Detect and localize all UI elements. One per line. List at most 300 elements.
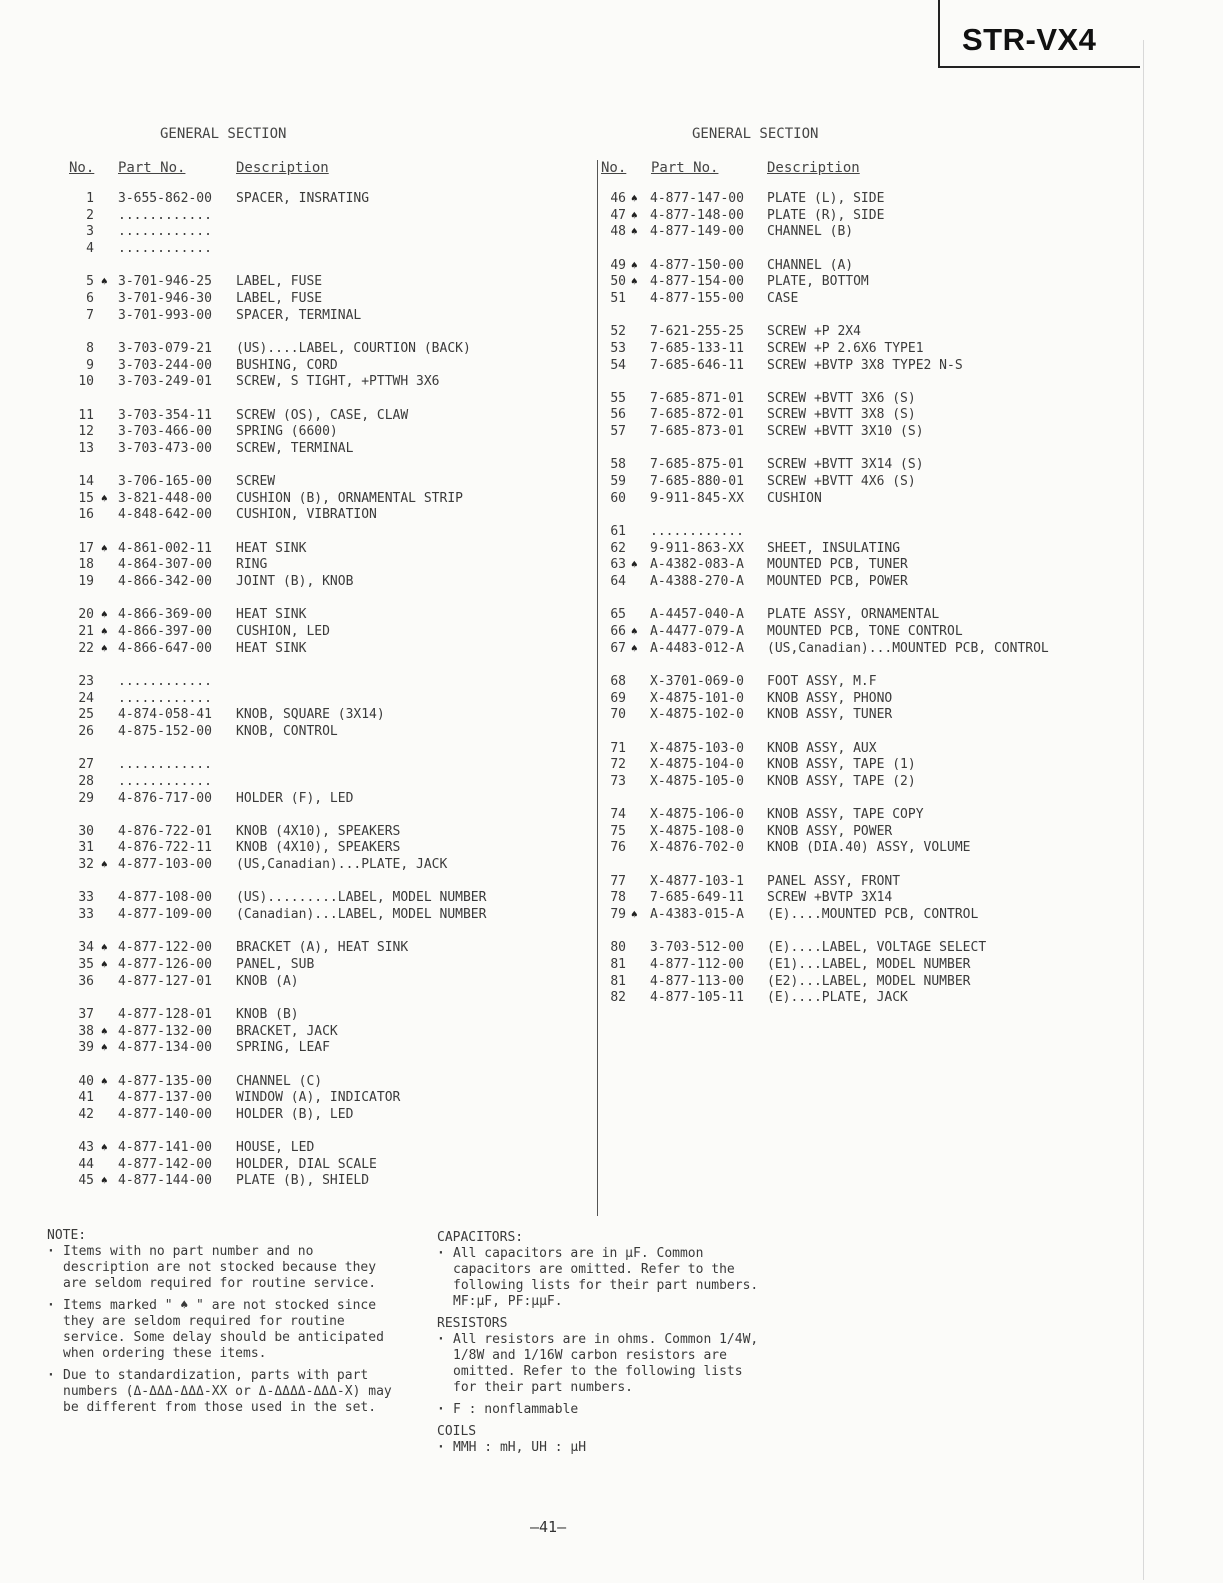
part-number: 4-877-103-00	[118, 857, 212, 873]
ref-number: 65	[610, 607, 626, 623]
part-number: 4-877-105-11	[650, 990, 744, 1006]
ref-number: 75	[610, 823, 626, 839]
parts-row	[600, 424, 1140, 441]
parts-row	[56, 374, 596, 391]
parts-row	[56, 1007, 596, 1024]
not-stocked-mark: ♠	[631, 624, 638, 638]
description: CHANNEL (B)	[767, 224, 854, 240]
ref-number: 15	[78, 490, 94, 506]
parts-group	[56, 824, 596, 874]
description: SCREW +P 2X4	[767, 324, 861, 340]
description: KNOB ASSY, PHONO	[767, 690, 893, 706]
parts-row	[600, 807, 1140, 824]
part-number: 3-706-165-00	[118, 474, 212, 490]
part-number: ............	[118, 224, 212, 240]
parts-row	[56, 824, 596, 841]
ref-number: 43	[78, 1140, 94, 1156]
description: BRACKET (A), HEAT SINK	[236, 940, 409, 956]
not-stocked-mark: ♠	[101, 491, 108, 505]
parts-row	[600, 757, 1140, 774]
description: KNOB, CONTROL	[236, 723, 338, 739]
ref-number: 57	[610, 424, 626, 440]
right-header-part: Part No.	[651, 160, 719, 176]
parts-row	[56, 507, 596, 524]
part-number: A-4477-079-A	[650, 623, 744, 639]
description: KNOB, SQUARE (3X14)	[236, 707, 385, 723]
ref-number: 73	[610, 773, 626, 789]
part-number: ............	[118, 673, 212, 689]
left-header-desc: Description	[236, 160, 329, 176]
parts-group	[56, 191, 596, 258]
ref-number: 44	[78, 1156, 94, 1172]
ref-number: 39	[78, 1040, 94, 1056]
parts-group	[600, 258, 1140, 308]
parts-row	[56, 1173, 596, 1190]
parts-row	[56, 857, 596, 874]
description: MOUNTED PCB, TONE CONTROL	[767, 623, 963, 639]
parts-row	[600, 557, 1140, 574]
ref-number: 21	[78, 623, 94, 639]
part-number: 4-877-127-01	[118, 973, 212, 989]
ref-number: 33	[78, 907, 94, 923]
parts-row	[600, 674, 1140, 691]
description: SPACER, TERMINAL	[236, 307, 362, 323]
part-number: 3-701-946-30	[118, 290, 212, 306]
ref-number: 3	[86, 224, 94, 240]
description: (E2)...LABEL, MODEL NUMBER	[767, 973, 971, 989]
ref-number: 5	[86, 274, 94, 290]
parts-row	[56, 408, 596, 425]
part-number: 4-877-141-00	[118, 1140, 212, 1156]
part-number: 7-685-880-01	[650, 474, 744, 490]
description: HEAT SINK	[236, 640, 307, 656]
part-number: 4-877-109-00	[118, 907, 212, 923]
part-number: 4-848-642-00	[118, 507, 212, 523]
parts-row	[600, 258, 1140, 275]
part-number: ............	[118, 690, 212, 706]
description: PANEL, SUB	[236, 956, 315, 972]
parts-row	[56, 940, 596, 957]
parts-row	[56, 191, 596, 208]
ref-number: 20	[78, 607, 94, 623]
ref-number: 82	[610, 990, 626, 1006]
part-number: 4-877-134-00	[118, 1040, 212, 1056]
not-stocked-mark: ♠	[631, 908, 638, 922]
part-number: A-4483-012-A	[650, 640, 744, 656]
part-number: 4-866-647-00	[118, 640, 212, 656]
part-number: 4-877-126-00	[118, 956, 212, 972]
description: BRACKET, JACK	[236, 1023, 338, 1039]
ref-number: 19	[78, 574, 94, 590]
not-stocked-mark: ♠	[101, 275, 108, 289]
parts-row	[600, 224, 1140, 241]
part-number: 4-877-108-00	[118, 890, 212, 906]
description: PANEL ASSY, FRONT	[767, 873, 901, 889]
not-stocked-mark: ♠	[631, 275, 638, 289]
ref-number: 24	[78, 690, 94, 706]
description: KNOB ASSY, TUNER	[767, 707, 893, 723]
description: KNOB (DIA.40) ASSY, VOLUME	[767, 840, 971, 856]
description: HOLDER (F), LED	[236, 790, 354, 806]
page-edge-line	[1143, 40, 1144, 1580]
part-number: 3-701-993-00	[118, 307, 212, 323]
not-stocked-mark: ♠	[101, 541, 108, 555]
parts-row	[600, 890, 1140, 907]
part-number: 3-703-512-00	[650, 940, 744, 956]
not-stocked-mark: ♠	[101, 1141, 108, 1155]
part-number: 4-877-122-00	[118, 940, 212, 956]
parts-group	[600, 741, 1140, 791]
parts-row	[600, 574, 1140, 591]
parts-row	[600, 940, 1140, 957]
description: PLATE (B), SHIELD	[236, 1173, 370, 1189]
parts-row	[600, 741, 1140, 758]
ref-number: 41	[78, 1090, 94, 1106]
description: SCREW, S TIGHT, +PTTWH 3X6	[236, 374, 440, 390]
description: SHEET, INSULATING	[767, 540, 901, 556]
parts-group	[56, 890, 596, 923]
ref-number: 67	[610, 640, 626, 656]
model-title: STR-VX4	[962, 22, 1097, 57]
parts-group	[600, 391, 1140, 441]
parts-row	[56, 557, 596, 574]
ref-number: 58	[610, 457, 626, 473]
parts-row	[600, 774, 1140, 791]
ref-number: 7	[86, 307, 94, 323]
parts-row	[600, 624, 1140, 641]
ref-number: 80	[610, 940, 626, 956]
part-number: 9-911-845-XX	[650, 490, 744, 506]
part-number: 4-877-135-00	[118, 1073, 212, 1089]
part-number: 4-877-137-00	[118, 1090, 212, 1106]
description: LABEL, FUSE	[236, 274, 323, 290]
parts-row	[600, 840, 1140, 857]
ref-number: 33	[78, 890, 94, 906]
parts-row	[600, 191, 1140, 208]
resistors-item: · F : nonflammable	[437, 1402, 767, 1418]
part-number: 4-877-150-00	[650, 257, 744, 273]
part-number: ............	[118, 241, 212, 257]
parts-group	[56, 607, 596, 657]
description: (Canadian)...LABEL, MODEL NUMBER	[236, 907, 487, 923]
description: CHANNEL (C)	[236, 1073, 323, 1089]
part-number: 3-655-862-00	[118, 191, 212, 206]
parts-row	[600, 524, 1140, 541]
left-header-part: Part No.	[118, 160, 186, 176]
parts-row	[56, 757, 596, 774]
ref-number: 76	[610, 840, 626, 856]
parts-group	[600, 874, 1140, 924]
part-number: 3-703-079-21	[118, 340, 212, 356]
part-number: 9-911-863-XX	[650, 540, 744, 556]
part-number: 3-703-473-00	[118, 440, 212, 456]
parts-group	[56, 757, 596, 807]
part-number: 4-876-717-00	[118, 790, 212, 806]
ref-number: 77	[610, 873, 626, 889]
parts-row	[600, 907, 1140, 924]
description: SCREW +BVTT 3X10 (S)	[767, 424, 924, 440]
parts-row	[600, 990, 1140, 1007]
not-stocked-mark: ♠	[101, 957, 108, 971]
ref-number: 27	[78, 757, 94, 773]
description: KNOB (B)	[236, 1006, 299, 1022]
ref-number: 37	[78, 1006, 94, 1022]
capacitors-title: CAPACITORS:	[437, 1230, 524, 1245]
description: CUSHION (B), ORNAMENTAL STRIP	[236, 490, 463, 506]
ref-number: 56	[610, 407, 626, 423]
ref-number: 11	[78, 407, 94, 423]
part-number: 7-621-255-25	[650, 324, 744, 340]
left-section-title: GENERAL SECTION	[160, 126, 287, 142]
parts-row	[56, 624, 596, 641]
description: CUSHION, LED	[236, 623, 330, 639]
description: RING	[236, 557, 268, 573]
parts-row	[56, 1140, 596, 1157]
ref-number: 35	[78, 956, 94, 972]
description: (US)....LABEL, COURTION (BACK)	[236, 340, 471, 356]
ref-number: 50	[610, 274, 626, 290]
part-number: 4-874-058-41	[118, 707, 212, 723]
parts-group	[600, 524, 1140, 591]
parts-group	[600, 457, 1140, 507]
parts-row	[56, 707, 596, 724]
part-number: 4-861-002-11	[118, 540, 212, 556]
parts-group	[56, 940, 596, 990]
ref-number: 70	[610, 707, 626, 723]
not-stocked-mark: ♠	[101, 608, 108, 622]
parts-row	[56, 1040, 596, 1057]
parts-row	[56, 774, 596, 791]
ref-number: 32	[78, 857, 94, 873]
right-header-desc: Description	[767, 160, 860, 176]
parts-row	[600, 274, 1140, 291]
part-number: 7-685-875-01	[650, 457, 744, 473]
description: WINDOW (A), INDICATOR	[236, 1090, 401, 1106]
part-number: 7-685-871-01	[650, 390, 744, 406]
ref-number: 29	[78, 790, 94, 806]
not-stocked-mark: ♠	[101, 624, 108, 638]
not-stocked-mark: ♠	[631, 208, 638, 222]
parts-row	[600, 407, 1140, 424]
parts-row	[56, 724, 596, 741]
parts-row	[600, 341, 1140, 358]
ref-number: 78	[610, 890, 626, 906]
ref-number: 22	[78, 640, 94, 656]
parts-group	[56, 341, 596, 391]
parts-group	[56, 541, 596, 591]
parts-row	[56, 574, 596, 591]
part-number: 4-877-148-00	[650, 207, 744, 223]
ref-number: 40	[78, 1073, 94, 1089]
parts-group	[600, 940, 1140, 1007]
description: SPRING (6600)	[236, 424, 338, 440]
part-number: 4-864-307-00	[118, 557, 212, 573]
part-number: 4-877-113-00	[650, 973, 744, 989]
left-header-no: No.	[69, 160, 95, 176]
parts-group	[56, 1007, 596, 1057]
parts-row	[600, 457, 1140, 474]
parts-row	[56, 691, 596, 708]
ref-number: 34	[78, 940, 94, 956]
parts-group	[600, 607, 1140, 657]
ref-number: 9	[86, 357, 94, 373]
ref-number: 6	[86, 290, 94, 306]
resistors-item: · All resistors are in ohms. Common 1/4W, 1/8W and 1/16W carbon resistors are omitted. Refer to the following lists for their part numbers.	[437, 1332, 767, 1396]
ref-number: 72	[610, 757, 626, 773]
description: PLATE ASSY, ORNAMENTAL	[767, 607, 940, 623]
description: HOUSE, LED	[236, 1140, 315, 1156]
parts-row	[56, 291, 596, 308]
part-number: 4-877-149-00	[650, 224, 744, 240]
parts-group	[600, 191, 1140, 241]
description: HEAT SINK	[236, 540, 307, 556]
parts-row	[600, 358, 1140, 375]
parts-row	[56, 791, 596, 808]
description: SCREW +BVTP 3X14	[767, 890, 893, 906]
description: (E)....PLATE, JACK	[767, 990, 908, 1006]
ref-number: 8	[86, 340, 94, 356]
right-section-title: GENERAL SECTION	[692, 126, 819, 142]
part-number: 3-703-466-00	[118, 424, 212, 440]
parts-group	[56, 474, 596, 524]
ref-number: 16	[78, 507, 94, 523]
parts-row	[600, 474, 1140, 491]
part-number: 7-685-646-11	[650, 357, 744, 373]
not-stocked-mark: ♠	[631, 641, 638, 655]
ref-number: 49	[610, 257, 626, 273]
ref-number: 71	[610, 740, 626, 756]
description: SPACER, INSRATING	[236, 191, 370, 206]
description: KNOB ASSY, TAPE (1)	[767, 757, 916, 773]
ref-number: 53	[610, 340, 626, 356]
coils-title: COILS	[437, 1424, 477, 1439]
parts-row	[600, 391, 1140, 408]
description: PLATE (L), SIDE	[767, 191, 885, 206]
description: (US).........LABEL, MODEL NUMBER	[236, 890, 487, 906]
description: CHANNEL (A)	[767, 257, 854, 273]
description: SCREW, TERMINAL	[236, 440, 354, 456]
part-number: A-4383-015-A	[650, 907, 744, 923]
part-number: 3-703-354-11	[118, 407, 212, 423]
not-stocked-mark: ♠	[101, 858, 108, 872]
description: CASE	[767, 290, 799, 306]
parts-group	[600, 324, 1140, 374]
ref-number: 81	[610, 973, 626, 989]
ref-number: 31	[78, 840, 94, 856]
not-stocked-mark: ♠	[631, 558, 638, 572]
part-number: X-4877-103-1	[650, 873, 744, 889]
part-number: 4-876-722-11	[118, 840, 212, 856]
parts-row	[56, 274, 596, 291]
parts-row	[600, 541, 1140, 558]
ref-number: 69	[610, 690, 626, 706]
not-stocked-mark: ♠	[631, 225, 638, 239]
part-number: 3-703-244-00	[118, 357, 212, 373]
parts-row	[56, 424, 596, 441]
legend-block	[437, 1230, 767, 1462]
parts-row	[56, 974, 596, 991]
part-number: 4-877-147-00	[650, 191, 744, 206]
part-number: 7-685-872-01	[650, 407, 744, 423]
parts-row	[56, 541, 596, 558]
ref-number: 23	[78, 673, 94, 689]
parts-row	[600, 957, 1140, 974]
parts-row	[600, 208, 1140, 225]
resistors-title: RESISTORS	[437, 1316, 508, 1331]
ref-number: 30	[78, 823, 94, 839]
description: CUSHION	[767, 490, 822, 506]
ref-number: 4	[86, 241, 94, 257]
part-number: ............	[118, 757, 212, 773]
description: HEAT SINK	[236, 607, 307, 623]
parts-row	[56, 208, 596, 225]
part-number: 4-866-397-00	[118, 623, 212, 639]
not-stocked-mark: ♠	[101, 1024, 108, 1038]
description: PLATE, BOTTOM	[767, 274, 869, 290]
ref-number: 13	[78, 440, 94, 456]
ref-number: 28	[78, 773, 94, 789]
ref-number: 60	[610, 490, 626, 506]
parts-row	[56, 840, 596, 857]
parts-row	[56, 491, 596, 508]
parts-row	[56, 1107, 596, 1124]
not-stocked-mark: ♠	[631, 192, 638, 205]
parts-row	[600, 324, 1140, 341]
part-number: 3-701-946-25	[118, 274, 212, 290]
description: KNOB ASSY, TAPE COPY	[767, 807, 924, 823]
parts-row	[600, 291, 1140, 308]
parts-row	[56, 674, 596, 691]
ref-number: 54	[610, 357, 626, 373]
parts-row	[56, 441, 596, 458]
description: (E1)...LABEL, MODEL NUMBER	[767, 956, 971, 972]
part-number: X-4875-105-0	[650, 773, 744, 789]
parts-row	[600, 707, 1140, 724]
part-number: X-4875-103-0	[650, 740, 744, 756]
part-number: 4-877-155-00	[650, 290, 744, 306]
ref-number: 14	[78, 474, 94, 490]
part-number: 4-877-154-00	[650, 274, 744, 290]
part-number: A-4382-083-A	[650, 557, 744, 573]
description: KNOB (4X10), SPEAKERS	[236, 840, 401, 856]
parts-row	[56, 308, 596, 325]
part-number: 4-866-342-00	[118, 574, 212, 590]
description: SCREW +P 2.6X6 TYPE1	[767, 340, 924, 356]
parts-row	[600, 824, 1140, 841]
capacitors-item: · All capacitors are in μF. Common capacitors are omitted. Refer to the following lists for their part numbers. MF:μF, PF:μμF.	[437, 1246, 767, 1310]
description: FOOT ASSY, M.F	[767, 673, 877, 689]
ref-number: 59	[610, 474, 626, 490]
description: KNOB ASSY, AUX	[767, 740, 877, 756]
ref-number: 79	[610, 907, 626, 923]
description: KNOB (A)	[236, 973, 299, 989]
description: KNOB ASSY, TAPE (2)	[767, 773, 916, 789]
description: SCREW +BVTT 4X6 (S)	[767, 474, 916, 490]
description: SCREW +BVTT 3X8 (S)	[767, 407, 916, 423]
ref-number: 48	[610, 224, 626, 240]
parts-row	[56, 1157, 596, 1174]
description: KNOB (4X10), SPEAKERS	[236, 823, 401, 839]
parts-row	[56, 1090, 596, 1107]
part-number: X-4875-102-0	[650, 707, 744, 723]
parts-row	[600, 491, 1140, 508]
parts-row	[56, 957, 596, 974]
parts-row	[56, 907, 596, 924]
part-number: 4-877-142-00	[118, 1156, 212, 1172]
parts-row	[56, 341, 596, 358]
not-stocked-mark: ♠	[101, 1041, 108, 1055]
part-number: ............	[118, 773, 212, 789]
